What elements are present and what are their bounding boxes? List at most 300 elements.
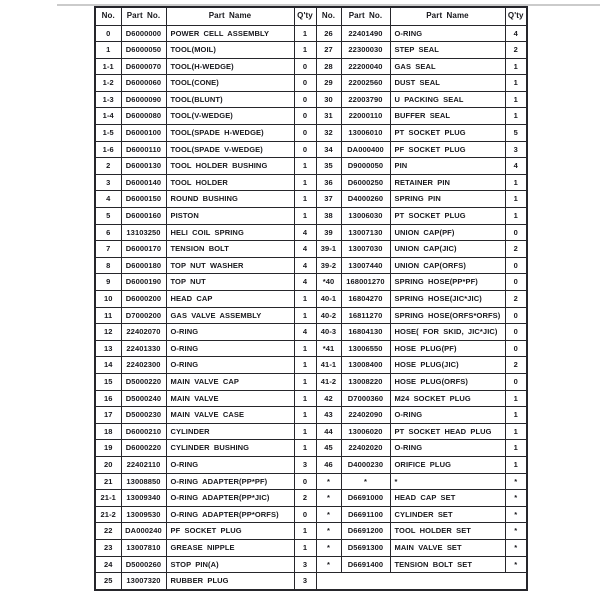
- column-header: Part No.: [121, 7, 166, 25]
- cell: *41: [316, 340, 341, 357]
- cell: 2: [95, 158, 121, 175]
- cell: 0: [505, 274, 527, 291]
- cell: D4000230: [341, 456, 390, 473]
- cell: 0: [95, 25, 121, 42]
- table-row: [95, 42, 527, 59]
- cell: D6000200: [121, 291, 166, 308]
- cell: 1: [505, 390, 527, 407]
- cell: D6000090: [121, 91, 166, 108]
- cell: 0: [294, 125, 316, 142]
- cell: HEAD CAP: [166, 291, 294, 308]
- cell: 15: [95, 373, 121, 390]
- cell: 37: [316, 191, 341, 208]
- cell: 4: [294, 241, 316, 258]
- cell: TOP NUT WASHER: [166, 257, 294, 274]
- table-row: [95, 291, 527, 308]
- cell: 13007810: [121, 539, 166, 556]
- cell: 1: [294, 307, 316, 324]
- cell: 22402070: [121, 324, 166, 341]
- cell: D4000260: [341, 191, 390, 208]
- cell: PF SOCKET PLUG: [390, 141, 505, 158]
- table-row: [95, 390, 527, 407]
- cell: *: [505, 473, 527, 490]
- cell: PT SOCKET PLUG: [390, 208, 505, 225]
- cell: 1: [294, 191, 316, 208]
- cell: 31: [316, 108, 341, 125]
- cell: 22: [95, 523, 121, 540]
- cell: 4: [294, 224, 316, 241]
- cell: 1: [294, 423, 316, 440]
- cell: 20: [95, 456, 121, 473]
- cell: 1: [294, 357, 316, 374]
- cell: 4: [505, 25, 527, 42]
- cell: 16: [95, 390, 121, 407]
- cell: *: [316, 506, 341, 523]
- cell: TOOL(H-WEDGE): [166, 58, 294, 75]
- cell: D5000260: [121, 556, 166, 573]
- table-row: [95, 407, 527, 424]
- cell: 1-5: [95, 125, 121, 142]
- cell: 0: [294, 91, 316, 108]
- cell: 0: [294, 506, 316, 523]
- cell: 22402090: [341, 407, 390, 424]
- column-header: Q'ty: [505, 7, 527, 25]
- table-row: [95, 539, 527, 556]
- cell: 1: [505, 108, 527, 125]
- cell: HEAD CAP SET: [390, 490, 505, 507]
- cell: M24 SOCKET PLUG: [390, 390, 505, 407]
- cell: 1: [294, 208, 316, 225]
- table-row: [95, 174, 527, 191]
- cell: 1: [95, 42, 121, 59]
- cell: 28: [316, 58, 341, 75]
- cell: 3: [294, 556, 316, 573]
- cell: D6691400: [341, 556, 390, 573]
- cell: 36: [316, 174, 341, 191]
- cell: 3: [505, 141, 527, 158]
- cell: HOSE PLUG(PF): [390, 340, 505, 357]
- cell: TOOL(BLUNT): [166, 91, 294, 108]
- cell: O-RING: [390, 440, 505, 457]
- cell: PISTON: [166, 208, 294, 225]
- cell: 4: [294, 324, 316, 341]
- cell: SPRING HOSE(ORFS*ORFS): [390, 307, 505, 324]
- table-row: [95, 423, 527, 440]
- cell: UNION CAP(JIC): [390, 241, 505, 258]
- cell: 13: [95, 340, 121, 357]
- cell: 11: [95, 307, 121, 324]
- cell: 16811270: [341, 307, 390, 324]
- cell: TOOL HOLDER SET: [390, 523, 505, 540]
- cell: BUFFER SEAL: [390, 108, 505, 125]
- cell: 13007030: [341, 241, 390, 258]
- cell: D6000050: [121, 42, 166, 59]
- table-row: [95, 490, 527, 507]
- table-row: [95, 58, 527, 75]
- cell: *: [341, 473, 390, 490]
- cell: 38: [316, 208, 341, 225]
- table-row: [95, 141, 527, 158]
- column-header: No.: [316, 7, 341, 25]
- table-row: [95, 473, 527, 490]
- cell: 1: [505, 208, 527, 225]
- cell: MAIN VALVE CAP: [166, 373, 294, 390]
- cell: 4: [505, 158, 527, 175]
- cell: UNION CAP(PF): [390, 224, 505, 241]
- cell: D5000220: [121, 373, 166, 390]
- cell: 1-1: [95, 58, 121, 75]
- cell: 1: [294, 25, 316, 42]
- cell: 168001270: [341, 274, 390, 291]
- parts-table: [94, 6, 528, 591]
- cell: STEP SEAL: [390, 42, 505, 59]
- cell: TOP NUT: [166, 274, 294, 291]
- table-row: [95, 91, 527, 108]
- cell: 21: [95, 473, 121, 490]
- cell: O-RING ADAPTER(PP*ORFS): [166, 506, 294, 523]
- cell: 22401490: [341, 25, 390, 42]
- cell: TOOL(MOIL): [166, 42, 294, 59]
- table-row: [95, 357, 527, 374]
- cell: O-RING: [390, 25, 505, 42]
- cell: 8: [95, 257, 121, 274]
- cell: 19: [95, 440, 121, 457]
- cell: 40-1: [316, 291, 341, 308]
- cell: CYLINDER SET: [390, 506, 505, 523]
- cell: 22402020: [341, 440, 390, 457]
- cell: TOOL(V-WEDGE): [166, 108, 294, 125]
- table-row: [95, 224, 527, 241]
- cell: 2: [505, 357, 527, 374]
- cell: 17: [95, 407, 121, 424]
- cell: 1: [505, 75, 527, 92]
- table-row: [95, 274, 527, 291]
- cell: PIN: [390, 158, 505, 175]
- cell: HOSE PLUG(ORFS): [390, 373, 505, 390]
- cell: *: [316, 556, 341, 573]
- cell: 0: [294, 473, 316, 490]
- cell: STOP PIN(A): [166, 556, 294, 573]
- cell: SPRING HOSE(JIC*JIC): [390, 291, 505, 308]
- cell: 0: [294, 75, 316, 92]
- cell: 13008400: [341, 357, 390, 374]
- header-row: [95, 7, 527, 25]
- column-header: Part Name: [390, 7, 505, 25]
- cell: D6000250: [341, 174, 390, 191]
- cell: 3: [95, 174, 121, 191]
- cell: D6000160: [121, 208, 166, 225]
- cell: 7: [95, 241, 121, 258]
- cell: D6691200: [341, 523, 390, 540]
- cell: CYLINDER: [166, 423, 294, 440]
- cell: RETAINER PIN: [390, 174, 505, 191]
- cell: 1-3: [95, 91, 121, 108]
- cell: ROUND BUSHING: [166, 191, 294, 208]
- cell: 32: [316, 125, 341, 142]
- cell: O-RING: [166, 357, 294, 374]
- cell: 40-2: [316, 307, 341, 324]
- cell: 13006010: [341, 125, 390, 142]
- cell: D6000140: [121, 174, 166, 191]
- cell: 22200040: [341, 58, 390, 75]
- table-row: [95, 556, 527, 573]
- cell: TOOL(SPADE H-WEDGE): [166, 125, 294, 142]
- cell: 22402110: [121, 456, 166, 473]
- cell: 1: [294, 174, 316, 191]
- cell: U PACKING SEAL: [390, 91, 505, 108]
- cell: O-RING: [166, 324, 294, 341]
- table-body: [95, 25, 527, 590]
- cell: 13009340: [121, 490, 166, 507]
- cell: D7000360: [341, 390, 390, 407]
- cell: 10: [95, 291, 121, 308]
- cell: 45: [316, 440, 341, 457]
- table-row: [95, 573, 527, 590]
- table-row: [95, 257, 527, 274]
- cell: 2: [505, 241, 527, 258]
- cell: 1-4: [95, 108, 121, 125]
- cell: 0: [505, 373, 527, 390]
- cell: UNION CAP(ORFS): [390, 257, 505, 274]
- cell: 1: [505, 91, 527, 108]
- table-row: [95, 125, 527, 142]
- cell: *: [316, 490, 341, 507]
- cell: 2: [505, 42, 527, 59]
- cell: *: [316, 539, 341, 556]
- cell: D6000080: [121, 108, 166, 125]
- table-row: [95, 158, 527, 175]
- column-header: Part No.: [341, 7, 390, 25]
- cell: 35: [316, 158, 341, 175]
- table-row: [95, 307, 527, 324]
- cell: 1: [294, 440, 316, 457]
- cell: 5: [95, 208, 121, 225]
- cell: 13007440: [341, 257, 390, 274]
- cell: 0: [505, 324, 527, 341]
- cell: POWER CELL ASSEMBLY: [166, 25, 294, 42]
- cell: D5000230: [121, 407, 166, 424]
- cell: 1: [294, 158, 316, 175]
- cell: 13006020: [341, 423, 390, 440]
- cell: 21-1: [95, 490, 121, 507]
- cell: TENSION BOLT SET: [390, 556, 505, 573]
- cell: 29: [316, 75, 341, 92]
- cell: MAIN VALVE SET: [390, 539, 505, 556]
- table-row: [95, 506, 527, 523]
- cell: 24: [95, 556, 121, 573]
- cell: *: [505, 490, 527, 507]
- cell: D5000240: [121, 390, 166, 407]
- cell: 5: [505, 125, 527, 142]
- cell: 0: [505, 257, 527, 274]
- cell: 22401330: [121, 340, 166, 357]
- cell: 1-6: [95, 141, 121, 158]
- cell: 1: [294, 42, 316, 59]
- cell: 13006550: [341, 340, 390, 357]
- table-row: [95, 208, 527, 225]
- cell: 1: [294, 539, 316, 556]
- cell: *: [505, 539, 527, 556]
- cell: SPRING PIN: [390, 191, 505, 208]
- cell: 1: [294, 291, 316, 308]
- cell: DA000400: [341, 141, 390, 158]
- cell: TOOL(SPADE V-WEDGE): [166, 141, 294, 158]
- cell: GREASE NIPPLE: [166, 539, 294, 556]
- table-row: [95, 340, 527, 357]
- cell: *: [316, 473, 341, 490]
- cell: D6000220: [121, 440, 166, 457]
- cell: 46: [316, 456, 341, 473]
- cell: PT SOCKET PLUG: [390, 125, 505, 142]
- cell: 1: [505, 440, 527, 457]
- cell: D6000150: [121, 191, 166, 208]
- cell: D6000170: [121, 241, 166, 258]
- cell: 40-3: [316, 324, 341, 341]
- cell: 1: [505, 174, 527, 191]
- column-header: No.: [95, 7, 121, 25]
- cell: GAS VALVE ASSEMBLY: [166, 307, 294, 324]
- cell: 1-2: [95, 75, 121, 92]
- cell: 1: [505, 58, 527, 75]
- table-row: [95, 75, 527, 92]
- table-row: [95, 191, 527, 208]
- cell: SPRING HOSE(PP*PF): [390, 274, 505, 291]
- cell: 16804130: [341, 324, 390, 341]
- cell: D6000180: [121, 257, 166, 274]
- cell: PF SOCKET PLUG: [166, 523, 294, 540]
- cell: O-RING: [390, 407, 505, 424]
- cell: 9: [95, 274, 121, 291]
- cell: *: [390, 473, 505, 490]
- column-header: Part Name: [166, 7, 294, 25]
- cell: D6691000: [341, 490, 390, 507]
- table-row: [95, 241, 527, 258]
- cell: 1: [505, 423, 527, 440]
- table-row: [95, 324, 527, 341]
- cell: O-RING ADAPTER(PP*JIC): [166, 490, 294, 507]
- cell: 1: [294, 523, 316, 540]
- cell: 22003790: [341, 91, 390, 108]
- cell: TOOL HOLDER BUSHING: [166, 158, 294, 175]
- cell: 1: [294, 340, 316, 357]
- cell: 12: [95, 324, 121, 341]
- cell: 13008850: [121, 473, 166, 490]
- cell: O-RING ADAPTER(PP*PF): [166, 473, 294, 490]
- cell: *: [316, 523, 341, 540]
- cell: 30: [316, 91, 341, 108]
- cell: TOOL(CONE): [166, 75, 294, 92]
- cell: 3: [294, 456, 316, 473]
- cell: D6000100: [121, 125, 166, 142]
- cell: 22402300: [121, 357, 166, 374]
- cell: GAS SEAL: [390, 58, 505, 75]
- cell: MAIN VALVE CASE: [166, 407, 294, 424]
- cell: 0: [505, 340, 527, 357]
- table-row: [95, 456, 527, 473]
- cell: 22000110: [341, 108, 390, 125]
- cell: 39-2: [316, 257, 341, 274]
- column-header: Q'ty: [294, 7, 316, 25]
- cell: MAIN VALVE: [166, 390, 294, 407]
- table-row: [95, 25, 527, 42]
- cell: 21-2: [95, 506, 121, 523]
- cell: 13103250: [121, 224, 166, 241]
- cell: 1: [294, 373, 316, 390]
- cell: D7000200: [121, 307, 166, 324]
- cell: 0: [294, 108, 316, 125]
- cell: 2: [294, 490, 316, 507]
- cell: 41-1: [316, 357, 341, 374]
- cell: 44: [316, 423, 341, 440]
- cell: 22300030: [341, 42, 390, 59]
- cell: 14: [95, 357, 121, 374]
- cell: 27: [316, 42, 341, 59]
- cell: HELI COIL SPRING: [166, 224, 294, 241]
- cell: 1: [505, 191, 527, 208]
- cell: 13006030: [341, 208, 390, 225]
- cell: HOSE PLUG(JIC): [390, 357, 505, 374]
- cell: 16804270: [341, 291, 390, 308]
- cell: HOSE( FOR SKID, JIC*JIC): [390, 324, 505, 341]
- cell: 0: [294, 58, 316, 75]
- cell: TOOL HOLDER: [166, 174, 294, 191]
- cell: 13009530: [121, 506, 166, 523]
- cell: TENSION BOLT: [166, 241, 294, 258]
- cell: D5691300: [341, 539, 390, 556]
- cell: 23: [95, 539, 121, 556]
- cell: DUST SEAL: [390, 75, 505, 92]
- cell: 6: [95, 224, 121, 241]
- cell: 18: [95, 423, 121, 440]
- cell: DA000240: [121, 523, 166, 540]
- cell: 22002560: [341, 75, 390, 92]
- cell: 4: [294, 274, 316, 291]
- cell: *: [505, 506, 527, 523]
- cell: 1: [505, 456, 527, 473]
- cell: 0: [294, 141, 316, 158]
- cell: *40: [316, 274, 341, 291]
- cell: 4: [294, 257, 316, 274]
- table-row: [95, 108, 527, 125]
- cell: 25: [95, 573, 121, 590]
- cell: D9000050: [341, 158, 390, 175]
- cell: 13007130: [341, 224, 390, 241]
- cell: 1: [505, 407, 527, 424]
- cell: O-RING: [166, 456, 294, 473]
- cell: D6000190: [121, 274, 166, 291]
- cell: 43: [316, 407, 341, 424]
- cell: 0: [505, 224, 527, 241]
- cell: CYLINDER BUSHING: [166, 440, 294, 457]
- cell: 4: [95, 191, 121, 208]
- cell: 39: [316, 224, 341, 241]
- cell: 13007320: [121, 573, 166, 590]
- cell: 26: [316, 25, 341, 42]
- table-row: [95, 440, 527, 457]
- cell: *: [505, 523, 527, 540]
- cell: RUBBER PLUG: [166, 573, 294, 590]
- cell: 39-1: [316, 241, 341, 258]
- cell: 42: [316, 390, 341, 407]
- cell: 0: [505, 307, 527, 324]
- cell: PT SOCKET HEAD PLUG: [390, 423, 505, 440]
- cell: ORIFICE PLUG: [390, 456, 505, 473]
- cell: D6000070: [121, 58, 166, 75]
- cell: 34: [316, 141, 341, 158]
- table-row: [95, 373, 527, 390]
- cell: *: [505, 556, 527, 573]
- cell: D6000110: [121, 141, 166, 158]
